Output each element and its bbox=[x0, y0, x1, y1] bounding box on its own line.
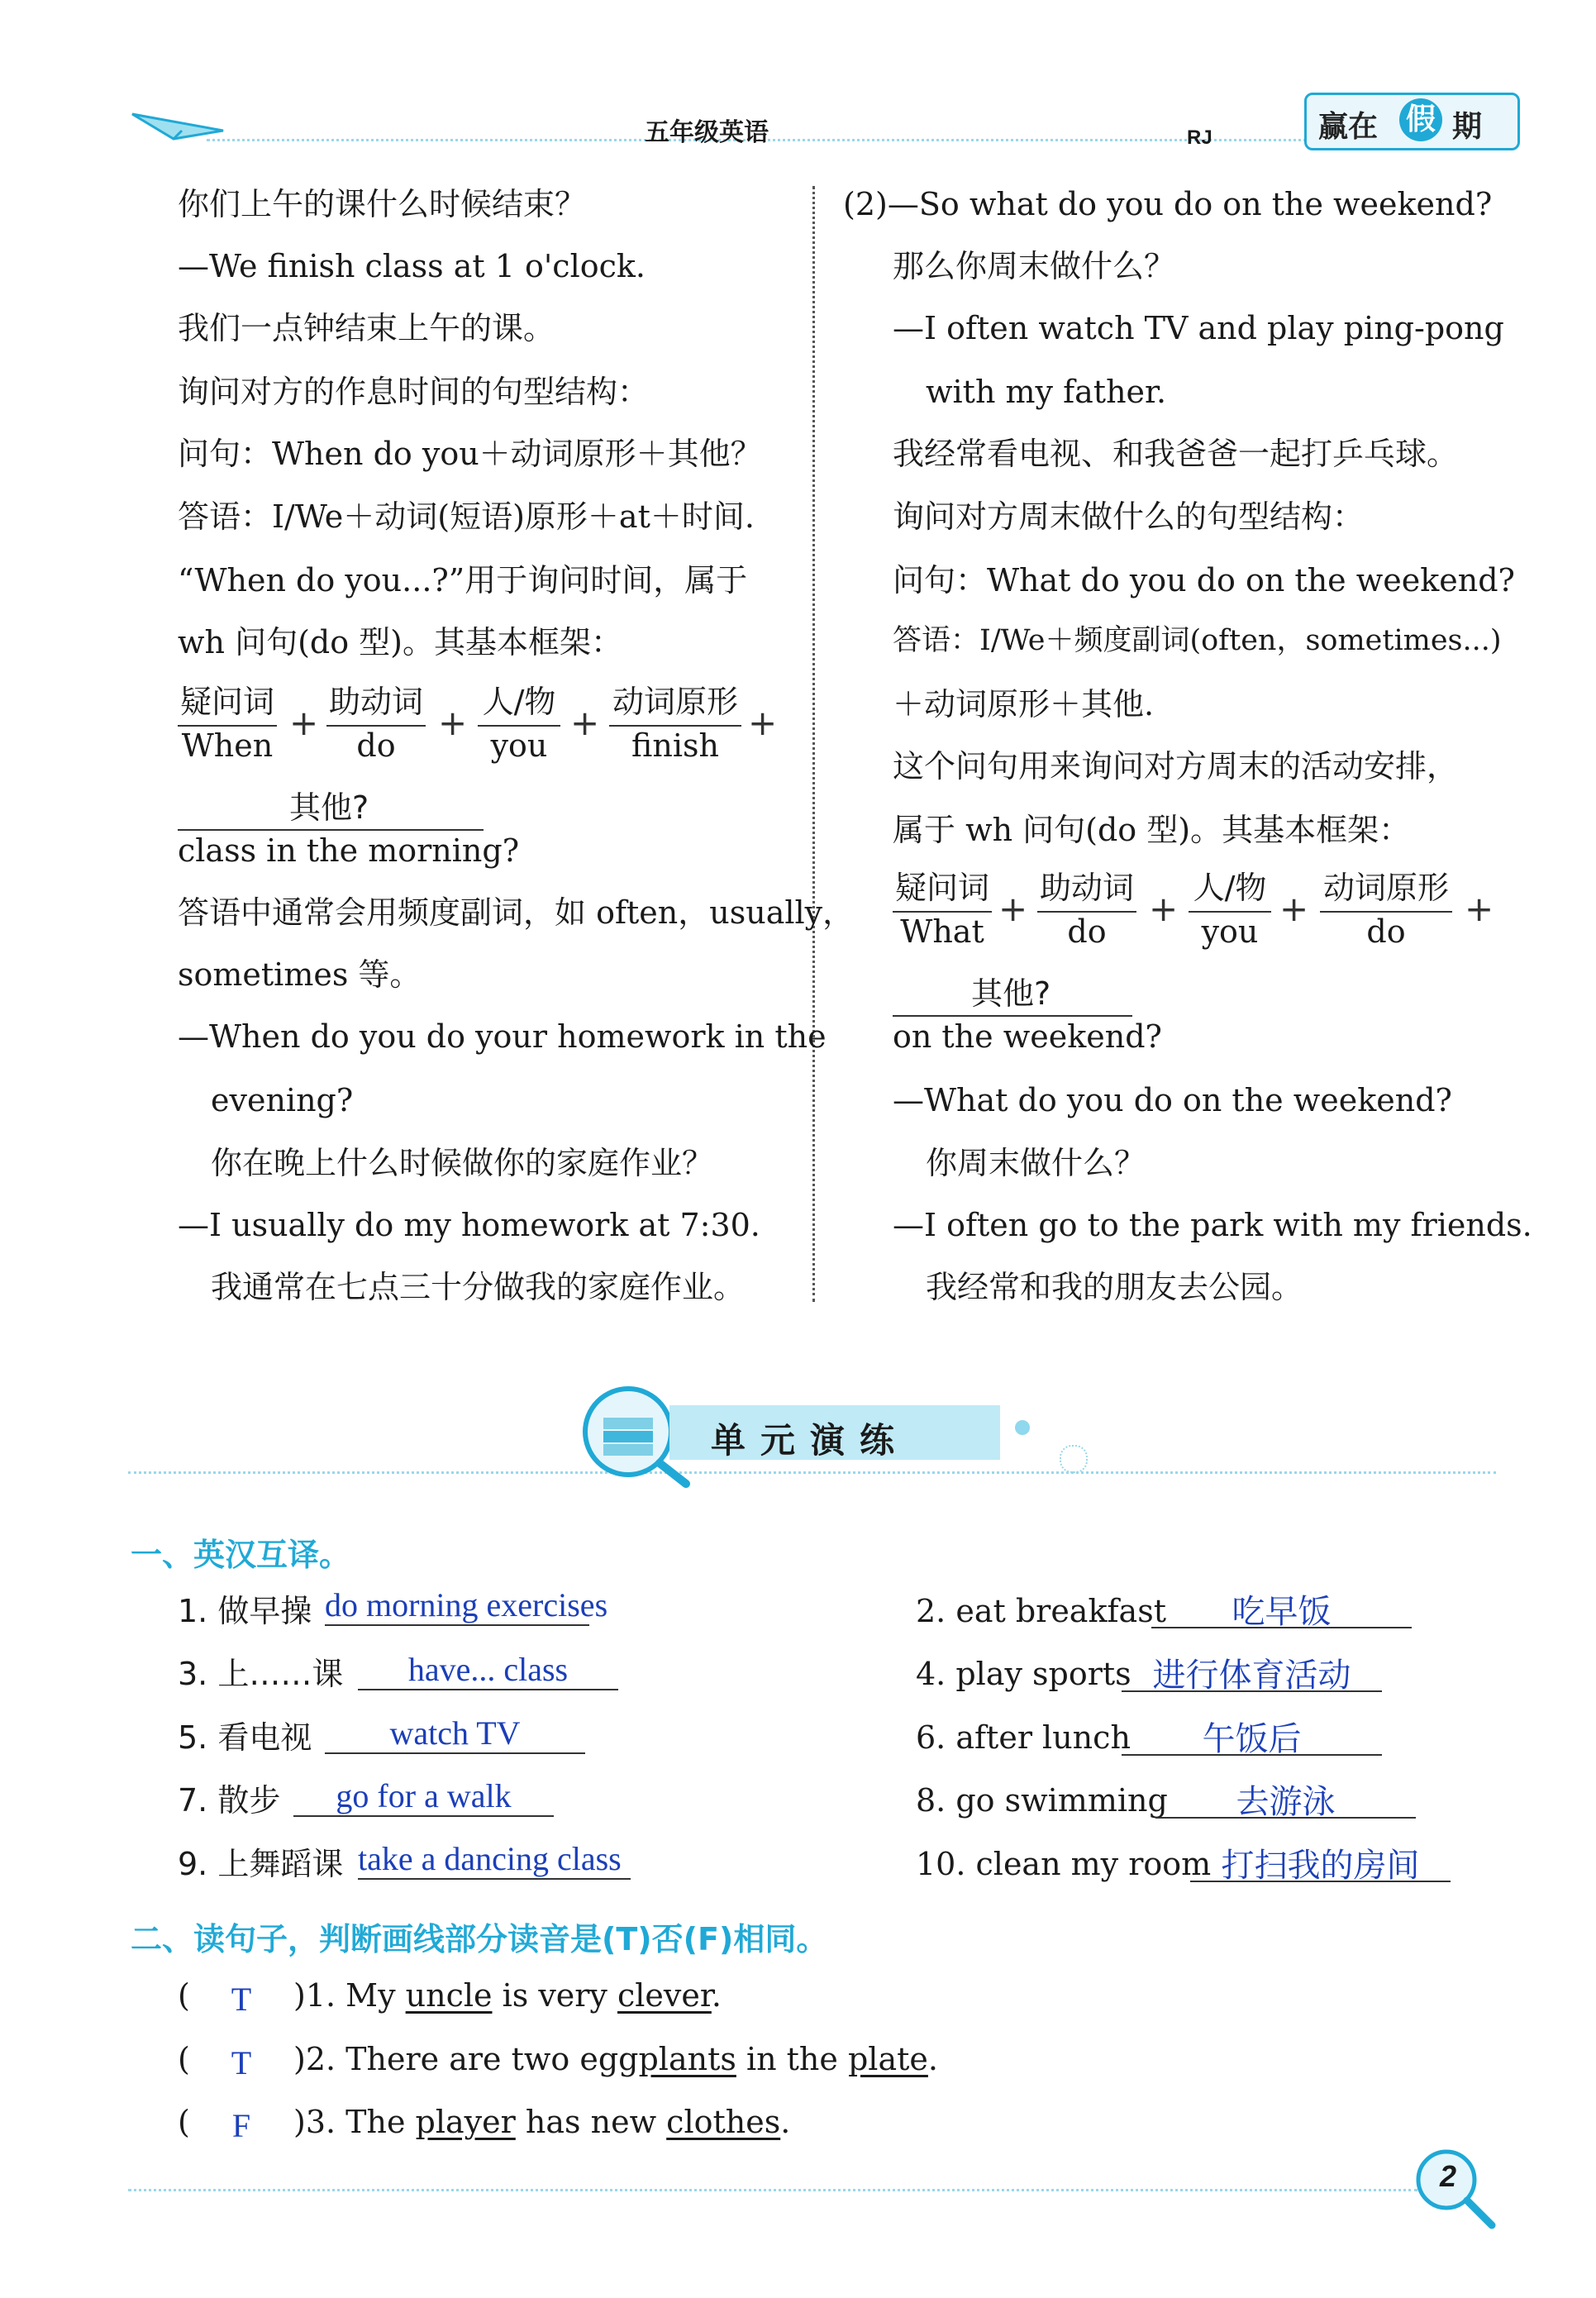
left-line-8: wh 问句(do 型)。其基本框架： bbox=[178, 624, 623, 660]
banner-rule bbox=[128, 1471, 1496, 1474]
right-line-7: 问句：What do you do on the weekend? bbox=[893, 562, 1515, 598]
ex1-question-10: 10. clean my room bbox=[916, 1846, 1212, 1882]
ex2-answer-3[interactable]: F bbox=[231, 2107, 251, 2144]
right-line-10: 这个问句用来询问对方周末的活动安排， bbox=[893, 748, 1459, 784]
left-line-5: 问句：When do you＋动词原形＋其他？ bbox=[178, 436, 762, 472]
book-title: 五年级英语 bbox=[645, 118, 769, 147]
ex1-answer-1[interactable]: do morning exercises bbox=[325, 1586, 608, 1623]
underlined-word: clever bbox=[617, 1977, 712, 2014]
paren-open: ( bbox=[178, 2104, 190, 2140]
sentence-text: )1. My bbox=[293, 1977, 406, 2014]
plus-sign: + bbox=[438, 703, 468, 743]
plus-sign: + bbox=[748, 703, 778, 743]
answer-line bbox=[325, 1752, 585, 1754]
left-line-7: “When do you...?”用于询问时间，属于 bbox=[178, 562, 748, 598]
right-line-5: 我经常看电视、和我爸爸一起打乒乓球。 bbox=[893, 436, 1459, 472]
frame-tail-word: class in the morning? bbox=[178, 832, 520, 869]
frame-word: What bbox=[900, 913, 984, 950]
sentence-text: )2. There are two egg bbox=[293, 2041, 639, 2077]
frame-rule bbox=[893, 1015, 1132, 1017]
ex1-question-1: 1. 做早操 bbox=[178, 1593, 312, 1629]
plus-sign: + bbox=[998, 889, 1028, 929]
ex1-answer-8[interactable]: 去游泳 bbox=[1236, 1783, 1336, 1820]
frame-label: 人/物 bbox=[482, 684, 556, 720]
frame-rule bbox=[1320, 911, 1452, 913]
frame-label: 疑问词 bbox=[894, 870, 989, 906]
frame-rule bbox=[1189, 911, 1271, 913]
frame-label: 人/物 bbox=[1193, 870, 1267, 906]
ex1-question-7: 7. 散步 bbox=[178, 1782, 281, 1819]
ex1-question-2: 2. eat breakfast bbox=[916, 1593, 1166, 1629]
ex1-question-8: 8. go swimming bbox=[916, 1782, 1168, 1819]
ex2-sentence-1 bbox=[293, 1977, 722, 2014]
ex1-answer-2[interactable]: 吃早饭 bbox=[1232, 1593, 1332, 1630]
brand-text-2: 假 bbox=[1399, 98, 1442, 141]
sentence-text: . bbox=[711, 1977, 722, 2014]
footer-rule bbox=[128, 2189, 1417, 2191]
circle-decoration bbox=[1060, 1445, 1088, 1473]
frame-rule bbox=[1037, 911, 1136, 913]
exercise2-title: 二、读句子，判断画线部分读音是(T)否(F)相同。 bbox=[131, 1921, 828, 1957]
sentence-text: . bbox=[927, 2041, 938, 2077]
frame-label: 疑问词 bbox=[179, 684, 274, 720]
plus-sign: + bbox=[1279, 889, 1309, 929]
left-line-9: 答语中通常会用频度副词，如 often，usually， bbox=[178, 894, 855, 931]
ex1-answer-10[interactable]: 打扫我的房间 bbox=[1221, 1847, 1420, 1884]
frame-label: 动词原形 bbox=[1322, 870, 1449, 906]
left-line-15: 我通常在七点三十分做我的家庭作业。 bbox=[211, 1269, 746, 1305]
frame-tail-word: on the weekend? bbox=[893, 1018, 1162, 1055]
right-line-8: 答语：I/We＋频度副词(often，sometimes...) bbox=[893, 624, 1502, 657]
frame-rule bbox=[893, 911, 992, 913]
right-line-15: 我经常和我的朋友去公园。 bbox=[926, 1269, 1303, 1305]
dot-decoration bbox=[1015, 1420, 1030, 1435]
sentence-text: has new bbox=[515, 2104, 667, 2140]
frame-word: you bbox=[490, 727, 548, 764]
right-line-11: 属于 wh 问句(do 型)。其基本框架： bbox=[893, 812, 1411, 848]
edition-label: RJ bbox=[1187, 126, 1212, 149]
left-line-10: sometimes 等。 bbox=[178, 956, 422, 993]
answer-line bbox=[293, 1815, 554, 1817]
frame-rule bbox=[178, 725, 277, 727]
right-line-2: 那么你周末做什么？ bbox=[893, 248, 1176, 284]
page-number: 2 bbox=[1439, 2159, 1457, 2193]
underlined-word: plate bbox=[847, 2041, 928, 2077]
frame-tail-label: 其他? bbox=[971, 975, 1051, 1012]
right-line-14: —I often go to the park with my friends. bbox=[893, 1207, 1532, 1243]
frame-rule bbox=[326, 725, 426, 727]
left-line-1: 你们上午的课什么时候结束？ bbox=[178, 186, 587, 222]
underlined-word: plants bbox=[638, 2041, 736, 2077]
frame-word: When bbox=[181, 727, 274, 764]
section-banner bbox=[669, 1405, 1000, 1460]
underlined-word: clothes bbox=[666, 2104, 781, 2140]
brand-text-3: 期 bbox=[1452, 110, 1483, 144]
right-line-3: —I often watch TV and play ping-pong bbox=[893, 310, 1504, 346]
underlined-word: uncle bbox=[405, 1977, 493, 2014]
ex2-answer-1[interactable]: T bbox=[231, 1981, 252, 2018]
paren-open: ( bbox=[178, 1977, 190, 2014]
frame-word: do bbox=[356, 727, 396, 764]
right-line-6: 询问对方周末做什么的句型结构： bbox=[893, 498, 1365, 535]
section-banner-title: 单元演练 bbox=[711, 1420, 910, 1461]
frame-label: 助动词 bbox=[1039, 870, 1134, 906]
ex1-answer-5[interactable]: watch TV bbox=[389, 1714, 521, 1752]
exercise1-title: 一、英汉互译。 bbox=[131, 1537, 351, 1573]
ex1-question-9: 9. 上舞蹈课 bbox=[178, 1846, 344, 1882]
ex1-answer-7[interactable]: go for a walk bbox=[336, 1777, 512, 1814]
ex1-question-3: 3. 上……课 bbox=[178, 1656, 344, 1692]
left-line-4: 询问对方的作息时间的句型结构： bbox=[178, 374, 650, 410]
left-line-12: evening? bbox=[211, 1082, 354, 1118]
sentence-text: in the bbox=[736, 2041, 848, 2077]
paren-open: ( bbox=[178, 2041, 190, 2077]
right-line-12: —What do you do on the weekend? bbox=[893, 1082, 1452, 1118]
frame-tail-label: 其他? bbox=[289, 789, 369, 826]
left-line-6: 答语：I/We＋动词(短语)原形＋at＋时间. bbox=[178, 498, 755, 535]
ex2-answer-2[interactable]: T bbox=[231, 2044, 252, 2081]
answer-line bbox=[358, 1689, 618, 1690]
ex1-answer-9[interactable]: take a dancing class bbox=[358, 1840, 622, 1877]
ex2-sentence-2 bbox=[293, 2043, 938, 2075]
ex1-question-6: 6. after lunch bbox=[916, 1719, 1131, 1756]
left-line-14: —I usually do my homework at 7:30. bbox=[178, 1207, 760, 1243]
plus-sign: + bbox=[1149, 889, 1179, 929]
ex1-answer-6[interactable]: 午饭后 bbox=[1202, 1720, 1302, 1757]
left-line-3: 我们一点钟结束上午的课。 bbox=[178, 310, 555, 346]
frame-rule bbox=[478, 725, 560, 727]
frame-label: 助动词 bbox=[328, 684, 423, 720]
right-line-1: (2)—So what do you do on the weekend? bbox=[843, 186, 1493, 222]
left-line-2: —We finish class at 1 o'clock. bbox=[178, 248, 646, 284]
sentence-text: )3. The bbox=[293, 2104, 416, 2140]
frame-word: finish bbox=[631, 727, 719, 764]
frame-label: 动词原形 bbox=[612, 684, 738, 720]
frame-word: you bbox=[1201, 913, 1259, 950]
ex2-sentence-3 bbox=[293, 2106, 790, 2138]
sentence-text: is very bbox=[492, 1977, 617, 2014]
frame-word: do bbox=[1366, 913, 1406, 950]
right-line-13: 你周末做什么？ bbox=[926, 1145, 1146, 1181]
right-line-4: with my father. bbox=[926, 374, 1167, 410]
brand-logo bbox=[1304, 93, 1520, 150]
frame-rule bbox=[178, 829, 484, 831]
right-line-9: ＋动词原形＋其他. bbox=[893, 686, 1155, 722]
frame-rule bbox=[609, 725, 741, 727]
plus-sign: + bbox=[1465, 889, 1494, 929]
frame-word: do bbox=[1067, 913, 1107, 950]
brand-text-1: 赢在 bbox=[1318, 110, 1379, 144]
plus-sign: + bbox=[570, 703, 600, 743]
answer-line bbox=[358, 1878, 631, 1880]
column-divider bbox=[812, 186, 815, 1302]
header-rule bbox=[207, 139, 1347, 141]
ex1-answer-4[interactable]: 进行体育活动 bbox=[1152, 1657, 1351, 1694]
ex1-question-4: 4. play sports bbox=[916, 1656, 1131, 1692]
left-line-11: —When do you do your homework in the bbox=[178, 1018, 827, 1055]
ex1-answer-3[interactable]: have... class bbox=[407, 1651, 569, 1688]
left-line-13: 你在晚上什么时候做你的家庭作业？ bbox=[211, 1145, 714, 1181]
sentence-text: . bbox=[780, 2104, 791, 2140]
ex1-question-5: 5. 看电视 bbox=[178, 1719, 312, 1756]
underlined-word: player bbox=[415, 2104, 516, 2140]
plus-sign: + bbox=[289, 703, 319, 743]
answer-line bbox=[325, 1624, 589, 1626]
